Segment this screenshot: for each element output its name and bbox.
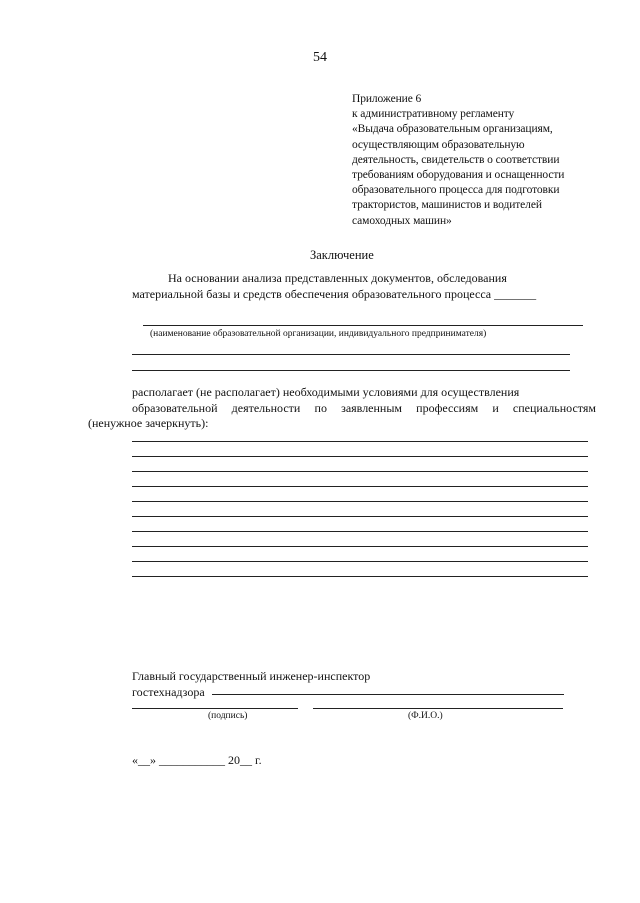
conclusion-line-3: (ненужное зачеркнуть): xyxy=(88,416,209,430)
conclusion-word: образовательной xyxy=(132,400,218,415)
appendix-line: образовательного процесса для подготовки xyxy=(352,184,560,197)
signature-line[interactable] xyxy=(132,708,298,709)
conclusion-word: профессиям xyxy=(416,400,479,415)
full-name-caption: (Ф.И.О.) xyxy=(408,711,443,721)
document-title: Заключение xyxy=(310,248,374,262)
professions-line-3[interactable] xyxy=(132,471,588,472)
analysis-paragraph xyxy=(132,271,592,302)
inspector-title-line-1: Главный государственный инженер-инспектор xyxy=(132,669,371,683)
appendix-line: Приложение 6 xyxy=(352,93,422,105)
conclusion-paragraph xyxy=(88,385,596,432)
conclusion-word: специальностям xyxy=(512,400,596,415)
appendix-line: осуществляющим образовательную xyxy=(352,138,525,151)
professions-line-5[interactable] xyxy=(132,501,588,502)
org-name-line-2[interactable] xyxy=(132,354,570,355)
inspector-name-line[interactable] xyxy=(212,694,564,695)
appendix-line: трактористов, машинистов и водителей xyxy=(352,199,542,212)
conclusion-word: по xyxy=(314,400,327,415)
conclusion-line-2 xyxy=(88,401,596,417)
conclusion-word: и xyxy=(492,400,499,415)
page-number: 54 xyxy=(313,50,327,65)
conclusion-word: заявленным xyxy=(341,400,403,415)
appendix-line: деятельность, свидетельств о соответствии xyxy=(352,153,560,166)
date-field[interactable]: «__» ___________ 20__ г. xyxy=(132,753,262,767)
professions-line-2[interactable] xyxy=(132,456,588,457)
conclusion-line-1: располагает (не располагает) необходимыми условиями для осуществления xyxy=(132,385,520,399)
appendix-header xyxy=(352,92,610,229)
professions-line-1[interactable] xyxy=(132,441,588,442)
org-name-line[interactable] xyxy=(143,325,583,326)
org-name-caption: (наименование образовательной организации, индивидуального предпринимателя) xyxy=(150,329,487,339)
analysis-line-2: материальной базы и средств обеспечения образовательного процесса _______ xyxy=(132,286,537,301)
professions-line-9[interactable] xyxy=(132,561,588,562)
professions-line-4[interactable] xyxy=(132,486,588,487)
appendix-line: требованиям оборудования и оснащенности xyxy=(352,169,565,182)
org-name-line-3[interactable] xyxy=(132,370,570,371)
signature-caption: (подпись) xyxy=(208,711,248,721)
full-name-line[interactable] xyxy=(313,708,563,709)
professions-line-6[interactable] xyxy=(132,516,588,517)
professions-line-8[interactable] xyxy=(132,546,588,547)
inspector-title-line-2: гостехнадзора xyxy=(132,685,205,699)
appendix-line: самоходных машин» xyxy=(352,214,452,227)
professions-line-10[interactable] xyxy=(132,576,588,577)
professions-line-7[interactable] xyxy=(132,531,588,532)
conclusion-word: деятельности xyxy=(231,400,301,415)
appendix-line: к административному регламенту xyxy=(352,108,515,121)
analysis-line-1: На основании анализа представленных документов, обследования xyxy=(168,271,507,285)
appendix-line: «Выдача образовательным организациям, xyxy=(352,123,553,136)
inspector-title xyxy=(132,668,370,700)
